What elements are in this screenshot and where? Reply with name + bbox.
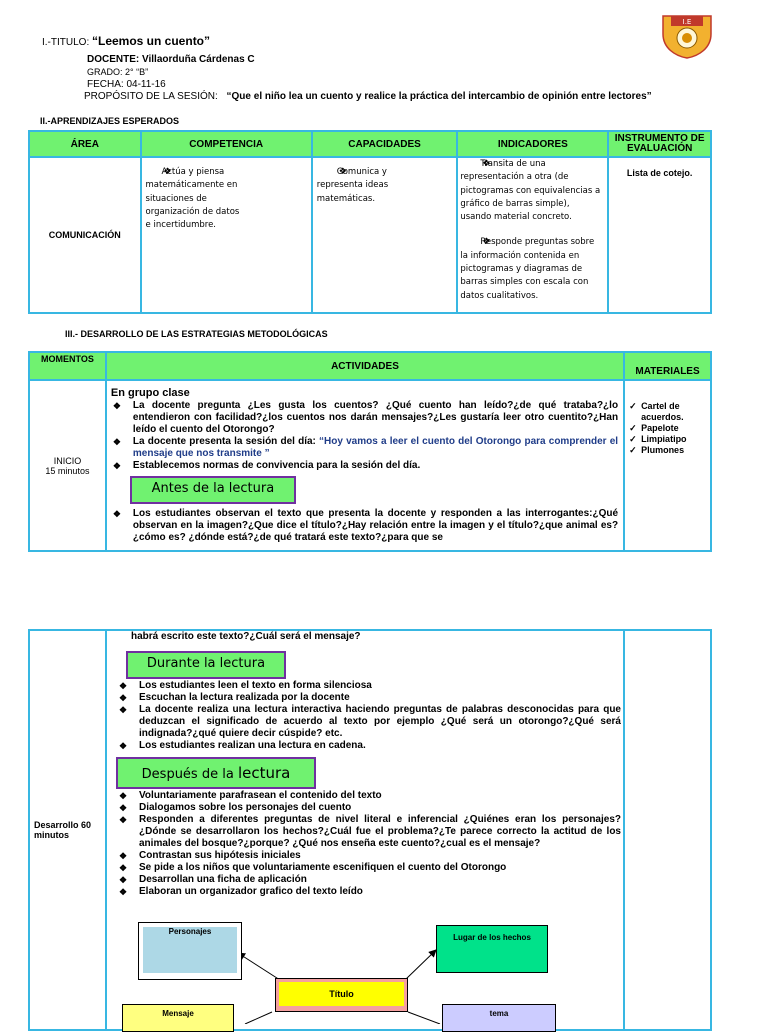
mensaje-box: Mensaje [122, 1004, 234, 1032]
header-area: ÁREA [29, 131, 141, 157]
arrow-to-personajes [238, 953, 280, 980]
header-competencia: COMPETENCIA [141, 131, 312, 157]
inicio-label: INICIO [53, 455, 82, 466]
capacidades-text: ❖ Comunica y representa ideas matemáticas. [317, 166, 417, 206]
competencia-text: ❖ Actúa y piensa matemáticamente en situaciones de organización de datos e incertidumbre. [146, 166, 246, 232]
fecha-line: FECHA: 04-11-16 [87, 79, 166, 90]
grado-line: GRADO: 2° “B” [87, 67, 149, 77]
despues-item-6: ❖ Desarrollan una ficha de aplicación [117, 874, 621, 886]
title-value: “Leemos un cuento” [92, 34, 211, 48]
inicio-time: 15 minutos [45, 465, 90, 476]
material-1: ✓ Cartel de acuerdos. [627, 401, 708, 423]
durante-item-2: ❖ Escuchan la lectura realizada por la docente [117, 692, 621, 704]
presenta-prefix: La docente presenta la sesión del día: [132, 436, 320, 447]
header-capacidades: CAPACIDADES [312, 131, 458, 157]
inicio-item-1: ❖ La docente pregunta ¿Les gusta los cuentos? ¿Qué cuento han leído?¿de qué trataba?¿lo entendieron con facilidad?¿los cuentos nos darán mensajes?¿Les gustaría leer otro cuentito?¿Han leído el cuento del Otorongo? [111, 400, 618, 436]
instrumento-cell: Lista de cotejo. [608, 157, 711, 313]
desarrollo-cell: Desarrollo 60 minutos [29, 630, 106, 1030]
inicio-item-2: ❖ Establecemos normas de convivencia para la sesión del día. [111, 460, 618, 472]
despues-item-5: ❖ Se pide a los niños que voluntariamente escenifiquen el cuento del Otorongo [117, 862, 621, 874]
despues-item-7: ❖ Elaboran un organizador grafico del texto leído [117, 886, 621, 898]
proposito-label: PROPÓSITO DE LA SESIÓN: [84, 91, 218, 102]
titulo-box [275, 978, 408, 1012]
durante-lectura-box: Durante la lectura [126, 651, 286, 679]
continuacion-text: habrá escrito este texto?¿Cuál será el mensaje? [131, 631, 361, 642]
indicador-2: ❖ Responde preguntas sobre la información contenida en pictogramas y diagramas de barras simples con escala con datos cualitativos. [460, 236, 602, 302]
titulo-inner: Título [279, 982, 404, 1006]
durante-item-1: ❖ Los estudiantes leen el texto en forma silenciosa [117, 680, 621, 692]
area-cell: COMUNICACIÓN [29, 157, 141, 313]
grupo-clase-heading: En grupo clase [110, 387, 190, 399]
logo-text: I.E [682, 18, 692, 26]
despues-item-4: ❖ Contrastan sus hipótesis iniciales [117, 850, 621, 862]
header-actividades: ACTIVIDADES [106, 352, 624, 380]
header-indicadores: INDICADORES [457, 131, 608, 157]
section3-title: III.- DESARROLLO DE LAS ESTRATEGIAS METODOLÓGICAS [65, 329, 328, 339]
durante-item-4: ❖ Los estudiantes realizan una lectura en cadena. [117, 740, 621, 752]
title-label: I.-TITULO: [42, 37, 92, 48]
arrow-to-lugar [405, 950, 436, 980]
despues-title-word: lectura [237, 764, 291, 782]
presenta-quote: “Hoy vamos a leer el cuento del Otorongo para comprender el mensaje que nos transmite ” [132, 436, 619, 459]
proposito-value: “Que el niño lea un cuento y realice la práctica del intercambio de opinión entre lectores” [226, 91, 652, 102]
material-2: ✓ Papelote [627, 423, 708, 434]
tema-box: tema [442, 1004, 556, 1032]
indicador-1: ❖ Transita de una representación a otra (de pictogramas con equivalencias a gráfico de barras simple), usando material concreto. [460, 158, 602, 224]
arrow-to-tema [408, 1012, 440, 1024]
header-instrumento: INSTRUMENTO DE EVALUACIÓN [608, 131, 711, 157]
antes-lectura-box: Antes de la lectura [130, 476, 296, 504]
section2-title: II.-APRENDIZAJES ESPERADOS [40, 116, 180, 126]
docente-line: DOCENTE: Villaorduña Cárdenas C [87, 54, 255, 65]
lugar-box: Lugar de los hechos [436, 925, 548, 973]
personajes-label: Personajes [168, 927, 212, 936]
header-momentos: MOMENTOS [29, 352, 106, 380]
material-3: ✓ Limpiatipo [627, 434, 708, 445]
despues-item-2: ❖ Dialogamos sobre los personajes del cuento [117, 802, 621, 814]
despues-item-1: ❖ Voluntariamente parafrasean el contenido del texto [117, 790, 621, 802]
personajes-inner [143, 927, 237, 973]
personajes-box [138, 922, 242, 980]
durante-item-3: ❖ La docente realiza una lectura interactiva haciendo preguntas de palabras desconocidas para que deduzcan el significado de acuerdo al texto por ejemplo ¿Qué será un otorongo?¿Qué será indignada?¿qué quiere decir cúspide? etc. [117, 704, 621, 740]
arrow-to-mensaje [245, 1012, 272, 1024]
despues-title-pre: Después de la [141, 767, 238, 782]
header-materiales: MATERIALES [624, 352, 711, 380]
despues-item-3: ❖ Responden a diferentes preguntas de nivel literal e inferencial ¿Quiénes eran los personajes?¿Dónde se desarrollaron los hechos?¿Cuál fue el problema?¿Te parece correcto la actitud de los animales del bosque?¿porque? ¿Qué nos enseña este cuento?¿cual es el mensaje? [117, 814, 621, 850]
material-4: ✓ Plumones [627, 445, 708, 456]
antes-item-1: ❖ Los estudiantes observan el texto que presenta la docente y responden a las interrogantes:¿Qué observan en la imagen?¿Que dice el título?¿Hay relación entre la imagen y el título?¿que animal es?¿cómo es? ¿dónde está?¿de qué tratará este texto?¿para que se [111, 508, 618, 544]
